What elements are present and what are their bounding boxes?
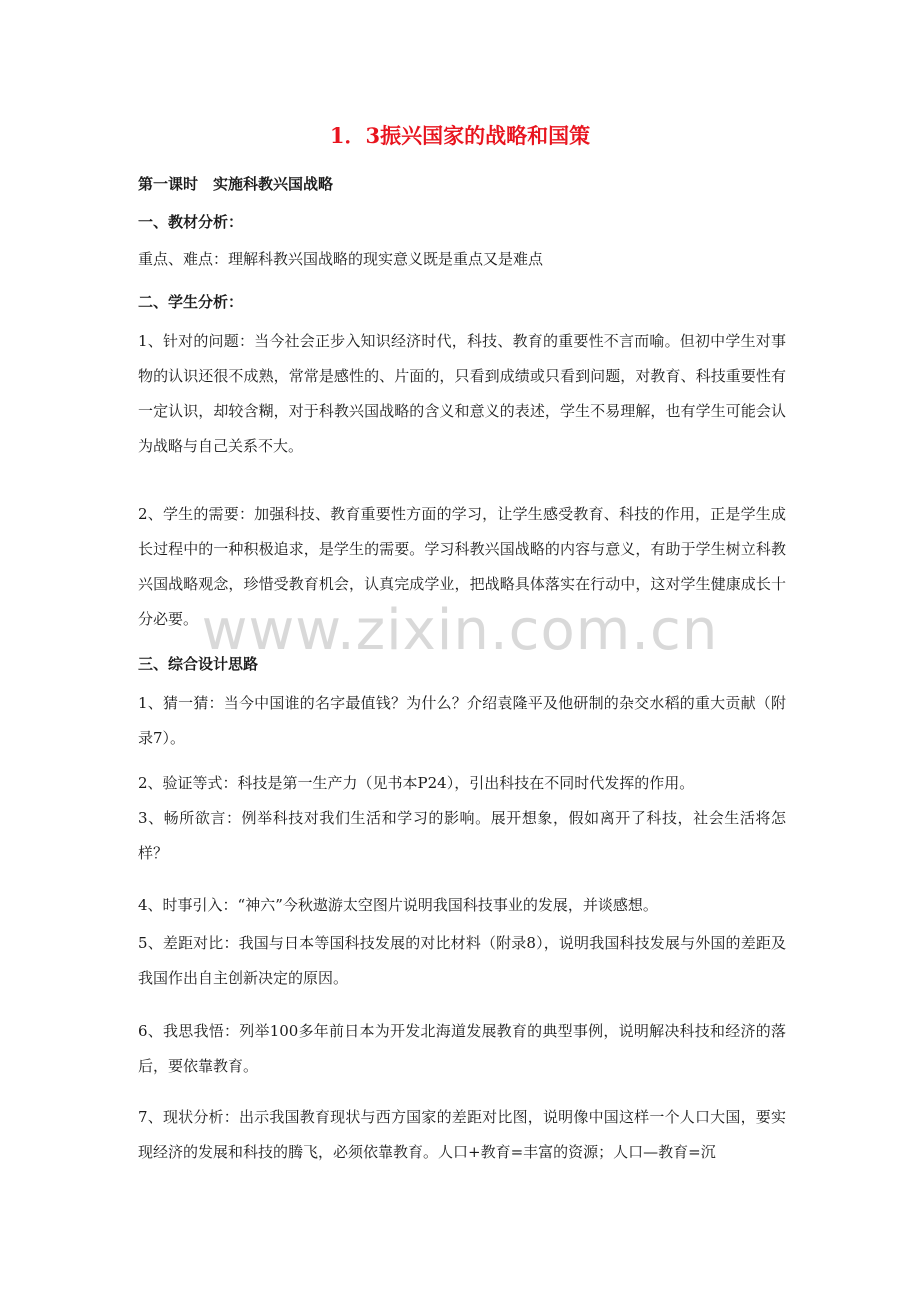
page-title: 1．3振兴国家的战略和国策 (329, 123, 591, 148)
student-analysis-paragraph-1: 1、针对的问题：当今社会正步入知识经济时代，科技、教育的重要性不言而喻。但初中学生对事物的认识还很不成熟，常常是感性的、片面的，只看到成绩或只看到问题，对教育、科技重要性有一定认识，却较含糊，对于科教兴国战略的含义和意义的表述，学生不易理解，也有学生可能会认为战略与自己关系不大。 (138, 332, 786, 455)
design-item-3: 3、畅所欲言：例举科技对我们生活和学习的影响。展开想象，假如离开了科技，社会生活将怎样？ (138, 809, 786, 862)
section-heading-design: 三、综合设计思路 (138, 655, 259, 673)
watermark: www.zixin.com.cn (201, 598, 719, 663)
design-item-6: 6、我思我悟：列举100多年前日本为开发北海道发展教育的典型事例，说明解决科技和经济的落后，要依靠教育。 (138, 1022, 786, 1075)
design-item-7: 7、现状分析：出示我国教育现状与西方国家的差距对比图，说明像中国这样一个人口大国，要实现经济的发展和科技的腾飞，必须依靠教育。人口+教育=丰富的资源；人口—教育=沉 (138, 1108, 786, 1161)
design-item-1: 1、猜一猜：当今中国谁的名字最值钱？为什么？介绍袁隆平及他研制的杂交水稻的重大贡献（附录7）。 (138, 694, 786, 747)
student-analysis-paragraph-2: 2、学生的需要：加强科技、教育重要性方面的学习，让学生感受教育、科技的作用，正是学生成长过程中的一种积极追求，是学生的需要。学习科教兴国战略的内容与意义，有助于学生树立科教兴国战略观念，珍惜受教育机会，认真完成学业，把战略具体落实在行动中，这对学生健康成长十分必要。 (138, 505, 786, 628)
key-points-text: 重点、难点：理解科教兴国战略的现实意义既是重点又是难点 (138, 250, 544, 268)
section-heading-analysis: 一、教材分析： (138, 213, 244, 231)
design-item-5: 5、差距对比：我国与日本等国科技发展的对比材料（附录8），说明我国科技发展与外国的差距及我国作出自主创新决定的原因。 (138, 934, 786, 987)
lesson-heading: 第一课时 实施科教兴国战略 (138, 175, 334, 193)
design-item-2: 2、验证等式：科技是第一生产力（见书本P24），引出科技在不同时代发挥的作用。 (138, 774, 695, 792)
design-item-4: 4、时事引入：“神六”今秋遨游太空图片说明我国科技事业的发展，并谈感想。 (138, 896, 658, 914)
section-heading-students: 二、学生分析： (138, 293, 244, 311)
